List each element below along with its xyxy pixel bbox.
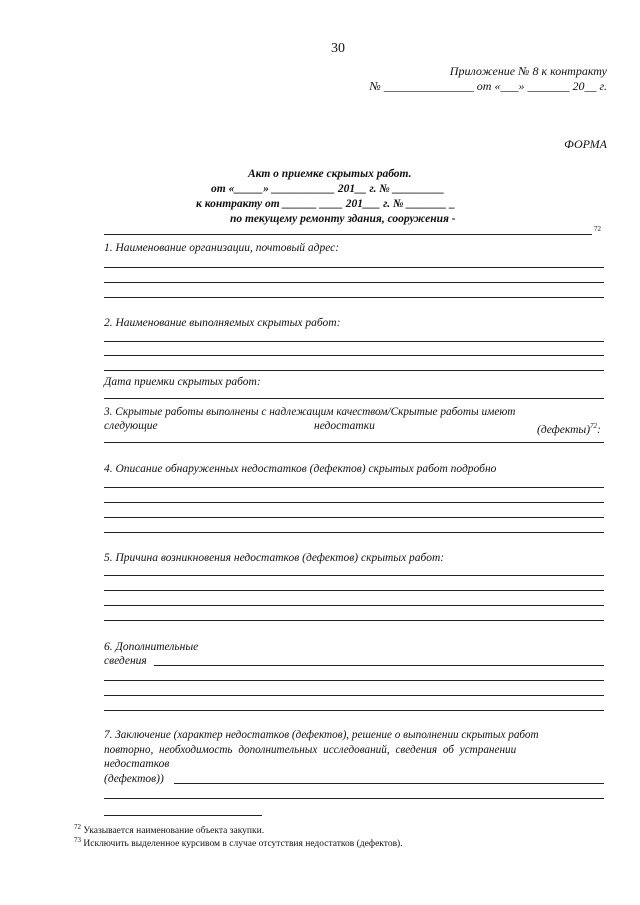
footnote-number: 73: [74, 836, 81, 844]
section-6-line-1: 6. Дополнительные: [104, 641, 199, 653]
document-title: Акт о приемке скрытых работ.: [248, 168, 412, 180]
section-3-word-1: следующие: [104, 420, 158, 432]
section-3-line-1: 3. Скрытые работы выполнены с надлежащим качеством/Скрытые работы имеют: [104, 406, 516, 418]
contract-reference: № _______________ от «___» _______ 20__ г.: [369, 79, 607, 93]
object-name-line: [104, 234, 592, 235]
fill-line: [104, 620, 604, 621]
section-6-line-2: сведения: [104, 655, 147, 667]
title-date-line: от «_____» ___________ 201__ г. № _________: [211, 183, 445, 195]
section-3-word-2: недостатки: [314, 420, 375, 432]
section-7-line-4: (дефектов)): [104, 773, 164, 785]
section-3-word-3: [537, 419, 601, 437]
title-contract-line: к контракту от ______ ____ 201___ г. № _______ _: [196, 198, 456, 210]
footnote-text: Исключить выделенное курсивом в случае отсутствия недостатков (дефектов).: [81, 839, 403, 850]
section-7-line-3: недостатков: [104, 758, 170, 770]
fill-line: [104, 590, 604, 591]
fill-line: [104, 502, 604, 503]
fill-line: [104, 355, 604, 356]
section-1-heading: 1. Наименование организации, почтовый адрес:: [104, 242, 340, 254]
fill-line: [174, 783, 604, 784]
section-3-colon: :: [597, 423, 601, 436]
fill-line: [104, 487, 604, 488]
fill-line: [104, 297, 604, 298]
fill-line: [104, 267, 604, 268]
section-4-heading: 4. Описание обнаруженных недостатков (дефектов) скрытых работ подробно: [104, 463, 497, 475]
footnote-72: [74, 823, 264, 836]
form-label: ФОРМА: [564, 137, 607, 151]
fill-line: [104, 710, 604, 711]
page-number: 30: [331, 41, 345, 56]
fill-line: [104, 798, 604, 799]
section-7-line-2: повторно, необходимость дополнительных исследований, сведения об устранении: [104, 744, 517, 756]
section-3-defects: (дефекты): [537, 423, 591, 436]
section-2-heading: 2. Наименование выполняемых скрытых работ:: [104, 317, 341, 329]
section-7-line-1: 7. Заключение (характер недостатков (дефектов), решение о выполнении скрытых работ: [104, 729, 539, 741]
fill-line: [104, 517, 604, 518]
fill-line: [104, 605, 604, 606]
title-object-line: по текущему ремонту здания, сооружения -: [230, 213, 456, 225]
footnote-ref: 72: [590, 422, 598, 430]
fill-line: [154, 665, 604, 666]
fill-line: [104, 398, 604, 399]
fill-line: [104, 532, 604, 533]
footnote-separator: [104, 815, 262, 816]
footnote-ref-72: 72: [594, 225, 601, 233]
fill-line: [104, 370, 604, 371]
fill-line: [104, 575, 604, 576]
footnote-number: 72: [74, 823, 81, 831]
footnote-73: [74, 836, 403, 849]
acceptance-date-label: Дата приемки скрытых работ:: [104, 376, 261, 388]
section-5-heading: 5. Причина возникновения недостатков (дефектов) скрытых работ:: [104, 552, 445, 564]
fill-line: [104, 680, 604, 681]
fill-line: [104, 695, 604, 696]
footnote-text: Указывается наименование объекта закупки.: [81, 826, 265, 837]
fill-line: [104, 282, 604, 283]
appendix-label: Приложение № 8 к контракту: [449, 64, 607, 78]
fill-line: [104, 341, 604, 342]
fill-line: [104, 442, 604, 443]
